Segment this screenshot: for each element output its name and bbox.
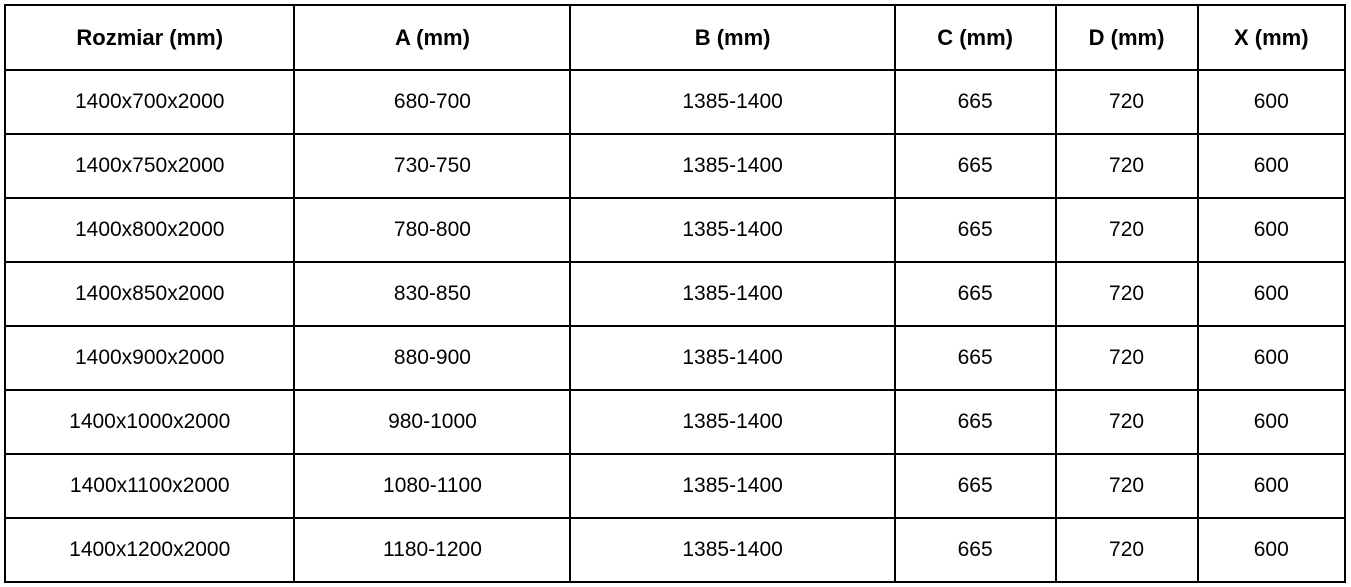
table-cell-b: 1385-1400 bbox=[570, 518, 894, 582]
table-cell-d: 720 bbox=[1056, 326, 1198, 390]
table-cell-a: 780-800 bbox=[294, 198, 570, 262]
table-cell-rozmiar: 1400x850x2000 bbox=[5, 262, 294, 326]
table-header-row bbox=[5, 5, 1345, 70]
table-cell-x: 600 bbox=[1198, 326, 1345, 390]
table-row bbox=[5, 70, 1345, 134]
table-cell-b: 1385-1400 bbox=[570, 390, 894, 454]
table-cell-c: 665 bbox=[895, 518, 1056, 582]
table-cell-b: 1385-1400 bbox=[570, 134, 894, 198]
column-header-a: A (mm) bbox=[294, 5, 570, 70]
table-cell-d: 720 bbox=[1056, 198, 1198, 262]
table-cell-a: 1080-1100 bbox=[294, 454, 570, 518]
table-cell-b: 1385-1400 bbox=[570, 198, 894, 262]
table-header bbox=[5, 5, 1345, 70]
table-cell-x: 600 bbox=[1198, 262, 1345, 326]
table-row bbox=[5, 518, 1345, 582]
table-cell-x: 600 bbox=[1198, 70, 1345, 134]
table-cell-d: 720 bbox=[1056, 134, 1198, 198]
table-cell-d: 720 bbox=[1056, 454, 1198, 518]
table-cell-b: 1385-1400 bbox=[570, 262, 894, 326]
table-cell-rozmiar: 1400x700x2000 bbox=[5, 70, 294, 134]
table-cell-c: 665 bbox=[895, 262, 1056, 326]
table-cell-c: 665 bbox=[895, 454, 1056, 518]
table-cell-x: 600 bbox=[1198, 134, 1345, 198]
table-cell-c: 665 bbox=[895, 198, 1056, 262]
table-row bbox=[5, 198, 1345, 262]
table-cell-x: 600 bbox=[1198, 390, 1345, 454]
column-header-d: D (mm) bbox=[1056, 5, 1198, 70]
table-row bbox=[5, 390, 1345, 454]
table-cell-c: 665 bbox=[895, 390, 1056, 454]
table-row bbox=[5, 326, 1345, 390]
table-row bbox=[5, 454, 1345, 518]
table-cell-b: 1385-1400 bbox=[570, 454, 894, 518]
table-cell-c: 665 bbox=[895, 134, 1056, 198]
table-cell-b: 1385-1400 bbox=[570, 70, 894, 134]
table-cell-a: 880-900 bbox=[294, 326, 570, 390]
table-cell-rozmiar: 1400x750x2000 bbox=[5, 134, 294, 198]
table-cell-d: 720 bbox=[1056, 390, 1198, 454]
table-cell-d: 720 bbox=[1056, 70, 1198, 134]
table-cell-a: 830-850 bbox=[294, 262, 570, 326]
table-cell-a: 980-1000 bbox=[294, 390, 570, 454]
table-cell-c: 665 bbox=[895, 70, 1056, 134]
table-row bbox=[5, 134, 1345, 198]
table-cell-c: 665 bbox=[895, 326, 1056, 390]
table-cell-a: 680-700 bbox=[294, 70, 570, 134]
size-dimensions-table bbox=[4, 4, 1346, 583]
table-cell-rozmiar: 1400x900x2000 bbox=[5, 326, 294, 390]
table-cell-d: 720 bbox=[1056, 262, 1198, 326]
table-cell-a: 730-750 bbox=[294, 134, 570, 198]
column-header-x: X (mm) bbox=[1198, 5, 1345, 70]
column-header-b: B (mm) bbox=[570, 5, 894, 70]
table-cell-x: 600 bbox=[1198, 454, 1345, 518]
table-cell-rozmiar: 1400x1100x2000 bbox=[5, 454, 294, 518]
table-cell-rozmiar: 1400x1200x2000 bbox=[5, 518, 294, 582]
table-cell-x: 600 bbox=[1198, 198, 1345, 262]
table-cell-x: 600 bbox=[1198, 518, 1345, 582]
table-cell-b: 1385-1400 bbox=[570, 326, 894, 390]
column-header-rozmiar: Rozmiar (mm) bbox=[5, 5, 294, 70]
table-cell-a: 1180-1200 bbox=[294, 518, 570, 582]
table-cell-rozmiar: 1400x800x2000 bbox=[5, 198, 294, 262]
table-body bbox=[5, 70, 1345, 582]
column-header-c: C (mm) bbox=[895, 5, 1056, 70]
table-cell-d: 720 bbox=[1056, 518, 1198, 582]
table-cell-rozmiar: 1400x1000x2000 bbox=[5, 390, 294, 454]
table-row bbox=[5, 262, 1345, 326]
